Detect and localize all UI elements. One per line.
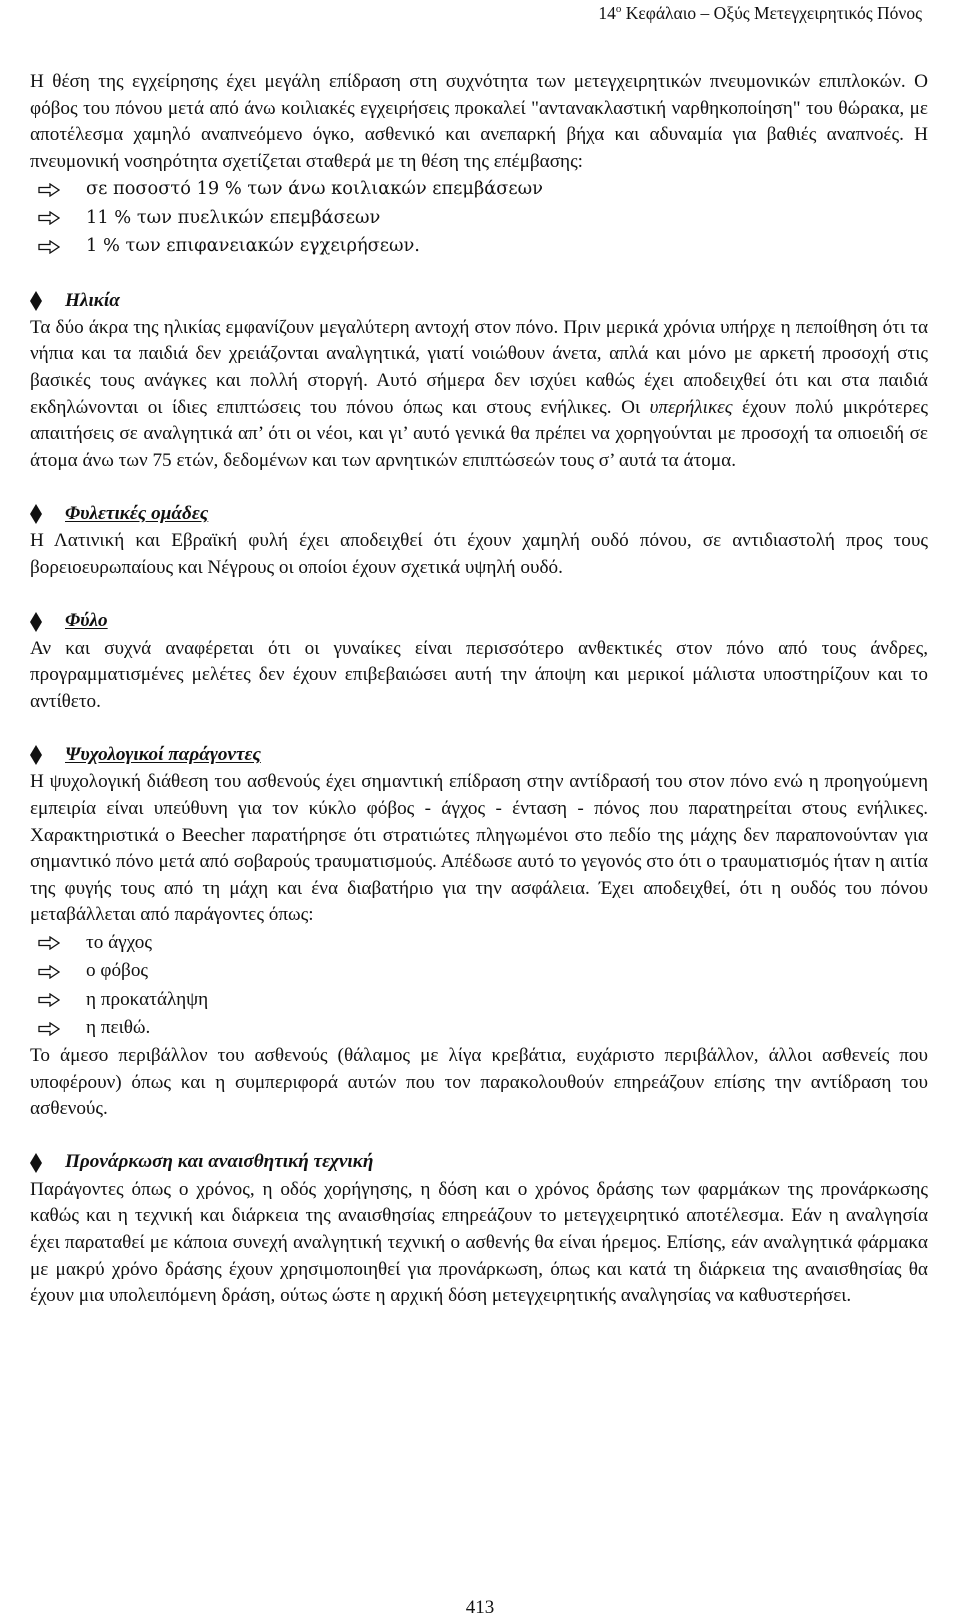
list-item (30, 1014, 928, 1043)
diamond-bullet-icon (29, 1153, 43, 1173)
paragraph-text: Οι (611, 396, 650, 418)
bullet-text: η προκατάληψη (86, 988, 209, 1010)
chapter-number-superscript: ο (615, 3, 622, 16)
bullet-text: το άγχος (86, 931, 152, 953)
paragraph-text: Τα δύο άκρα της ηλικίας εμφανίζουν μεγαλύτερη αντοχή στον πόνο. (30, 316, 559, 338)
section-title: Φύλο (65, 610, 108, 632)
section-title: Ηλικία (65, 289, 120, 311)
arrow-bullet-icon (38, 993, 60, 1007)
bullet-text: 11 % των πυελικών επεμβάσεων (86, 206, 381, 228)
diamond-bullet-icon (29, 612, 43, 632)
section-race (30, 500, 928, 581)
paragraph-text: Πριν μερικά χρόνια υπήρχε η πεποίθηση ότι τα νήπια και τα παιδιά δεν χρειάζονται αναλγητικά, γιατί νοιώθουν άνετα, απλά και μόνο με αρκετή προσοχή στις βασικές τους ανάγκες και πολλή στοργή. Αυτό σήμερα δεν ισχύει καθώς έχει αποδειχθεί ότι και στα παιδιά εκδηλώνονται οι ίδιες επιπτώσεις του πόνου όπως και στους ενήλικες. (30, 316, 928, 418)
list-item (30, 175, 928, 204)
section-heading (30, 287, 928, 315)
section-sex (30, 608, 928, 716)
section-paragraph (30, 315, 928, 475)
section-paragraph: Αν και συχνά αναφέρεται ότι οι γυναίκες είναι περισσότερο ανθεκτικές στον πόνο από τους άνδρες, προγραμματισμένες μελέτες δεν έχουν επιβεβαιώσει αυτή την άποψη και μερικοί μάλιστα υποστηρίζουν και το αντίθετο. (30, 637, 928, 712)
running-header (598, 3, 922, 24)
intro-text: Η θέση της εγχείρησης έχει μεγάλη επίδραση στη συχνότητα των μετεγχειρητικών πνευμονικών επιπλοκών. Ο φόβος του πόνου μετά από άνω κοιλιακές εγχειρήσεις προκαλεί "αντανακλαστική ναρθηκοποίηση" του θώρακα, με αποτέλεσμα χαμηλό αναπνεόμενο όγκο, ασθενικό και ανεπαρκή βήχα και αδυναμία για βαθιές αναπνοές. (30, 71, 928, 146)
page-body (30, 69, 928, 1310)
section-paragraph: Η ψυχολογική διάθεση του ασθενούς έχει σημαντική επίδραση στην αντίδρασή του στον πόνο ενώ η προηγούμενη εμπειρία είναι υπεύθυνη για τον κύκλο φόβος - άγχος - ένταση - πόνος που παρατηρείται στους ενήλικες. Χαρακτηριστικά ο Beecher παρατήρησε ότι στρατιώτες πληγωμένοι στο πεδίο της μάχης δεν παραπονούνταν για σημαντικό πόνο μετά από σοβαρούς τραυματισμούς. Απέδωσε αυτό το γεγονός στο ότι ο τραυματισμός ήταν η αιτία της φυγής τους από τη μάχη και ένα διαβατήριο για την ασφάλεια. Έχει αποδειχθεί, ότι η ουδός του πόνου μεταβάλλεται από παράγοντες όπως: (30, 771, 928, 926)
list-item (30, 929, 928, 958)
list-item (30, 204, 928, 233)
arrow-bullet-icon (38, 965, 60, 979)
section-premedication (30, 1149, 928, 1310)
list-item (30, 232, 928, 261)
arrow-bullet-icon (38, 240, 60, 254)
bullet-text: η πειθώ. (86, 1017, 151, 1039)
diamond-bullet-icon (29, 504, 43, 524)
section-paragraph: Το άμεσο περιβάλλον του ασθενούς (θάλαμος με λίγα κρεβάτια, ευχάριστο περιβάλλον, άλλοι ασθενείς που υποφέρουν) όπως και η συμπεριφορά αυτών που τον παρακολουθούν επηρεάζουν επίσης την αντίδραση του ασθενούς. (30, 1044, 928, 1120)
section-heading (30, 500, 928, 528)
intro-text-2: Η πνευμονική νοσηρότητα σχετίζεται σταθερά με τη θέση της επέμβασης: (30, 124, 928, 172)
chapter-number: 14 (598, 3, 616, 23)
intro-bullet-list (30, 175, 928, 261)
diamond-bullet-icon (29, 745, 43, 765)
section-title: Ψυχολογικοί παράγοντες (65, 744, 261, 766)
arrow-bullet-icon (38, 211, 60, 225)
bullet-text: ο φόβος (86, 960, 149, 982)
page-number: 413 (465, 1597, 495, 1618)
section-title: Φυλετικές ομάδες (65, 503, 209, 525)
section-paragraph: Παράγοντες όπως ο χρόνος, η οδός χορήγησης, η δόση και ο χρόνος δράσης των φαρμάκων της προνάρκωσης καθώς και η τεχνική και διάρκεια της αναισθησίας επηρεάζουν το μετεγχειρητικό αποτέλεσμα. Εάν η αναλγησία έχει παραταθεί με κάποια συνεχή αναλγητική τεχνική ο ασθενής θα είναι ήρεμος. Επίσης, εάν αναλγητικά φάρμακα με μακρύ χρόνο δράσης έχουν χρησιμοποιηθεί για προνάρκωση, όπως και κατά τη διάρκεια της αναισθησίας θα έχουν μια υπολειπόμενη δράση, ούτως ώστε η αρχική δόση μετεγχειρητικής αναλγησίας να καθυστερήσει. (30, 1178, 928, 1307)
diamond-bullet-icon (29, 291, 43, 311)
section-psychological (30, 741, 928, 1122)
chapter-title: Κεφάλαιο – Οξύς Μετεγχειρητικός Πόνος (621, 3, 922, 23)
section-heading (30, 1149, 928, 1177)
section-heading (30, 608, 928, 636)
section-paragraph: Η Λατινική και Εβραϊκή φυλή έχει αποδειχθεί ότι έχουν χαμηλή ουδό πόνου, σε αντιδιαστολή προς τους βορειοευρωπαίους και Νέγρους οι οποίοι έχουν σχετικά υψηλή ουδό. (30, 530, 928, 579)
intro-paragraph (30, 69, 928, 175)
section-age (30, 287, 928, 475)
section-title: Προνάρκωση και αναισθητική τεχνική (65, 1151, 374, 1173)
italic-term: υπερήλικες (649, 396, 733, 418)
bullet-text: 1 % των επιφανειακών εγχειρήσεων. (86, 235, 420, 257)
arrow-bullet-icon (38, 936, 60, 950)
section-heading (30, 741, 928, 769)
list-item (30, 957, 928, 986)
list-item (30, 986, 928, 1015)
arrow-bullet-icon (38, 183, 60, 197)
factors-bullet-list (30, 929, 928, 1043)
bullet-text: σε ποσοστό 19 % των άνω κοιλιακών επεμβάσεων (86, 178, 543, 200)
paragraph-text: έχουν πολύ μικρότερες απαιτήσεις σε αναλγητικά απ’ ότι οι νέοι, και γι’ αυτό γενικά θα πρέπει να χορηγούνται με προσοχή τα οπιοειδή σε άτομα άνω των 75 ετών, δεδομένων και των αρνητικών επιπτώσεών τους σ’ αυτά τα άτομα. (30, 396, 928, 471)
arrow-bullet-icon (38, 1022, 60, 1036)
